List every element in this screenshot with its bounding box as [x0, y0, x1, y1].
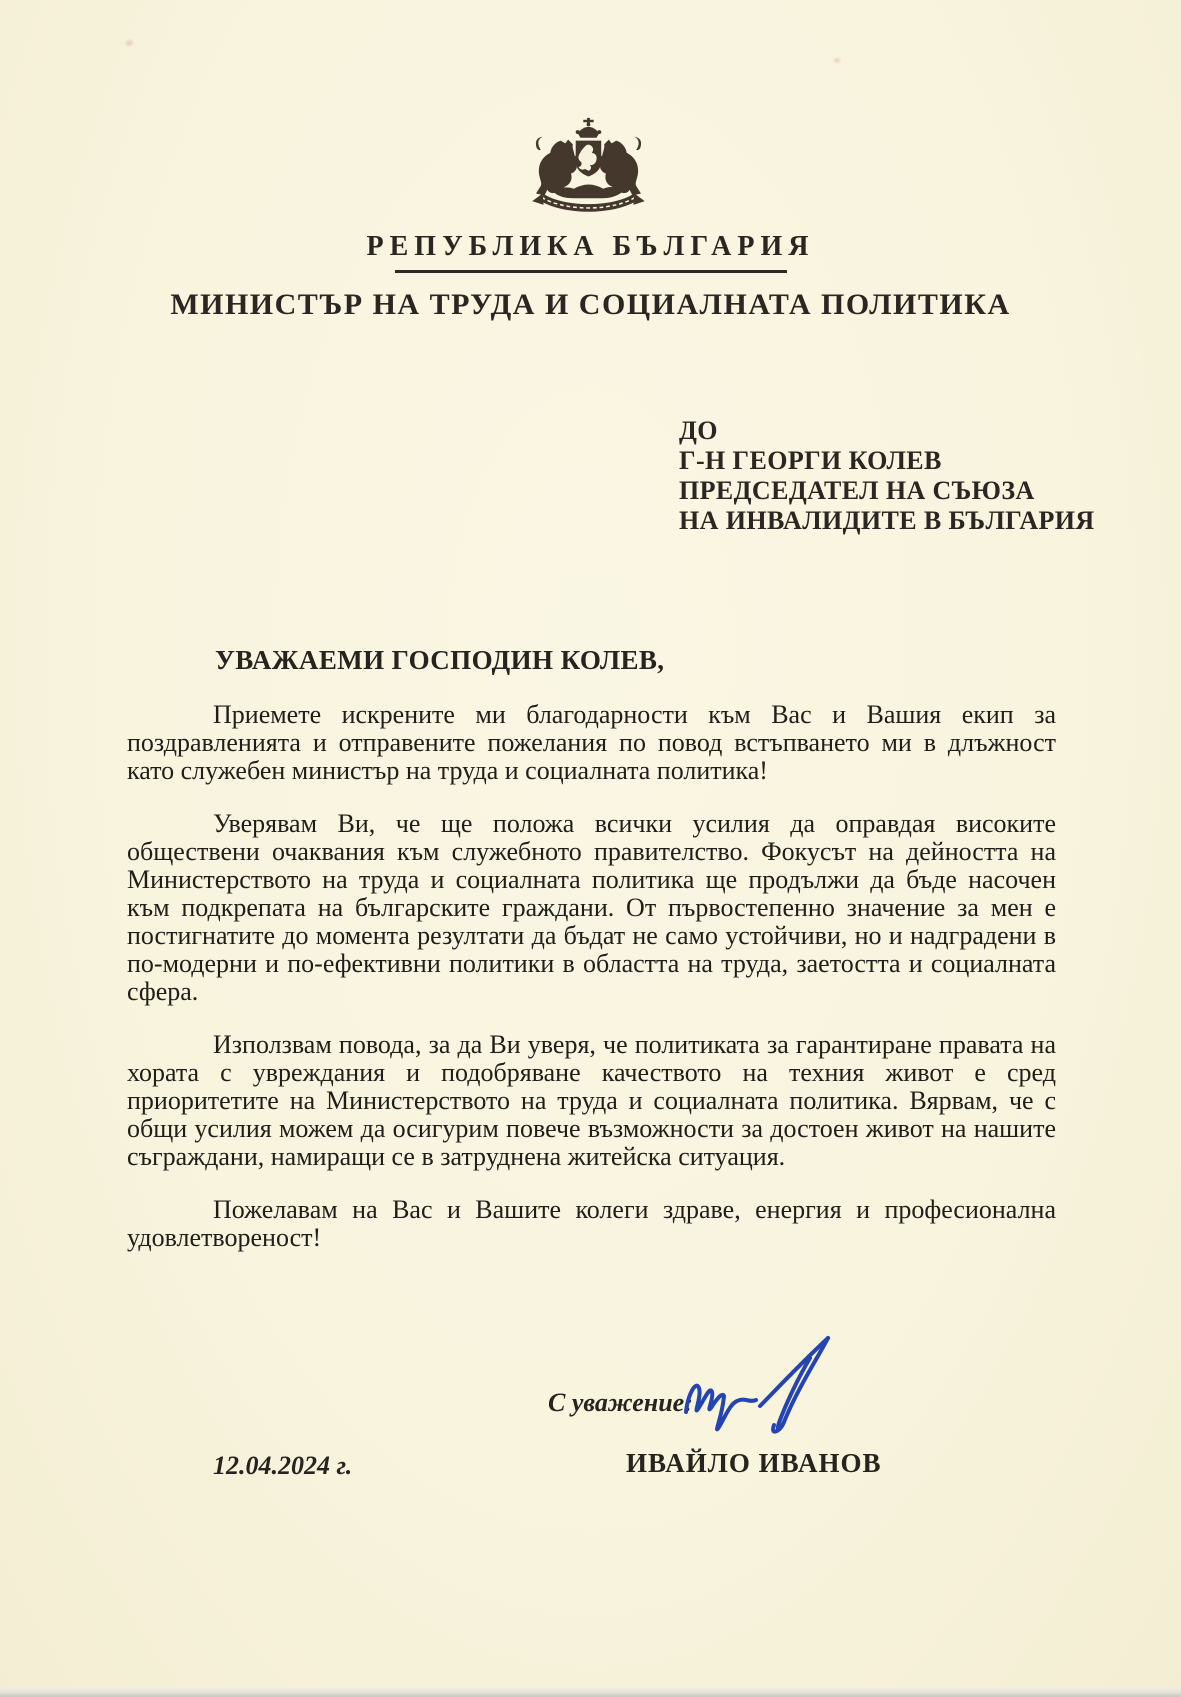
scan-edge: [0, 1688, 1181, 1697]
scan-speck: [126, 40, 133, 46]
bulgaria-coat-of-arms-icon: [524, 116, 652, 220]
body-paragraph: Приемете искрените ми благодарности към Вас и Вашия екип за поздравленията и отправените пожелания по повод встъпването ми в длъжност като служебен министър на труда и социалната политика!: [127, 700, 1056, 785]
addressee-line-role: ПРЕДСЕДАТЕЛ НА СЪЮЗА: [679, 476, 1035, 505]
salutation: УВАЖАЕМИ ГОСПОДИН КОЛЕВ,: [215, 645, 665, 675]
addressee-block: [679, 416, 1095, 536]
letter-body: [127, 701, 1056, 1277]
closing-label: С уважение:: [548, 1388, 693, 1417]
title-divider: [395, 270, 787, 273]
addressee-line-to: ДО: [679, 416, 718, 445]
signature-icon: [668, 1330, 868, 1455]
letter-date: 12.04.2024 г.: [213, 1451, 353, 1480]
addressee-line-org: НА ИНВАЛИДИТЕ В БЪЛГАРИЯ: [679, 506, 1095, 535]
addressee-line-name: Г-Н ГЕОРГИ КОЛЕВ: [679, 446, 942, 475]
body-paragraph: Пожелавам на Вас и Вашите колеги здраве, енергия и професионална удовлетвореност!: [127, 1195, 1056, 1252]
body-paragraph: Уверявам Ви, че ще положа всички усилия да оправдая високите обществени очаквания към служебното правителство. Фокусът на дейността на Министерството на труда и социалната политика ще продължи да бъде насочен към подкрепата на българските граждани. От първостепенно значение за мен е постигнатите до момента резултати да бъдат не само устойчиви, но и надградени в по-модерни и по-ефективни политики в областта на труда, заетостта и социалната сфера.: [127, 809, 1056, 1006]
signer-name: ИВАЙЛО ИВАНОВ: [626, 1448, 882, 1478]
body-paragraph: Използвам повода, за да Ви уверя, че политиката за гарантиране правата на хората с увреждания и подобряване качеството на техния живот е сред приоритетите на Министерството на труда и социалната политика. Вярвам, че с общи усилия можем да осигурим повече възможности за достоен живот на нашите съграждани, намиращи се в затруднена житейска ситуация.: [127, 1030, 1056, 1171]
republic-title: РЕПУБЛИКА БЪЛГАРИЯ: [366, 231, 815, 262]
ministry-title: МИНИСТЪР НА ТРУДА И СОЦИАЛНАТА ПОЛИТИКА: [170, 288, 1011, 321]
scan-speck: [834, 58, 840, 63]
